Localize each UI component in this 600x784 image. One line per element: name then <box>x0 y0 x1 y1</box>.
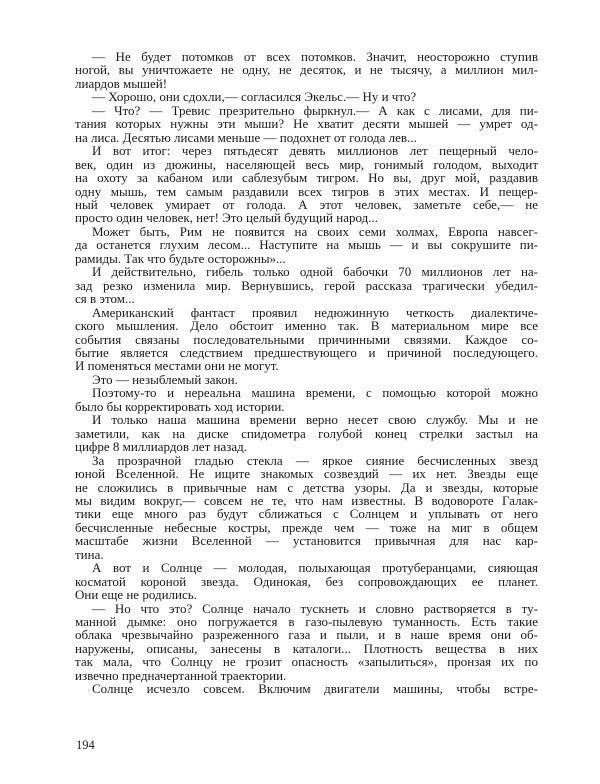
text-line: ся в этом... <box>75 291 135 307</box>
text-line: на лиса. Десятью лисами меньше — подохнет от голода лев... <box>75 129 417 145</box>
page-number: 194 <box>76 738 95 752</box>
paragraph <box>75 413 538 453</box>
text-line: цифре 8 миллиардов лет назад. <box>75 439 248 455</box>
text-line: рамиды. Так что будьте осторожны»... <box>75 250 286 266</box>
text-line: не сложились в привычные нам с детства узоры. Да и звезды, которые <box>75 479 538 495</box>
text-line: И поменяться местами они не могут. <box>75 358 279 374</box>
text-line: наружены, описаны, занесены в каталоги... Плотность вещества в них <box>75 640 538 656</box>
text-line: ногой, вы уничтожаете не одну, не десяток, и не тысячу, а миллион мил- <box>75 62 538 78</box>
paragraph <box>75 90 538 103</box>
text-line: косматой короной звезда. Одинокая, без сопровождающих ее планет. <box>75 573 538 589</box>
text-line: — Не будет потомков от всех потомков. Значит, неосторожно ступив <box>92 49 538 64</box>
text-line: извечно предначертанной траектории. <box>75 667 287 683</box>
text-line: А вот и Солнце — молодая, полыхающая протуберанцами, сияющая <box>92 560 538 576</box>
page-body <box>75 50 538 696</box>
paragraph <box>75 682 538 695</box>
text-line: За прозрачной гладью стекла — яркое сияние бесчисленных звезд <box>92 452 538 468</box>
text-line: зад резко изменила мир. Вернувшись, герой рассказа трагически убедил- <box>75 277 538 293</box>
text-line: тина. <box>75 546 104 562</box>
text-line: Солнце исчезло совсем. Включим двигатели машины, чтобы встре- <box>92 681 538 697</box>
text-line: — Но что это? Солнце начало тускнеть и словно растворяется в ту- <box>92 600 538 616</box>
paragraph <box>75 373 538 386</box>
text-line: бесчисленные небесные костры, прежде чем — тоже на миг в общем <box>75 519 538 535</box>
text-line: было бы корректировать ход истории. <box>75 398 285 414</box>
text-line: И только наша машина времени верно несет свою службу. Мы и не <box>92 412 538 428</box>
text-line: Они еще не родились. <box>75 587 197 603</box>
text-line: И действительно, гибель только одной бабочки 70 миллионов лет на- <box>92 264 538 280</box>
text-line: юной Вселенной. Не ищите знакомых созвездий — их нет. Звезды еще <box>75 466 538 482</box>
paragraph <box>75 104 538 144</box>
text-line: Американский фантаст проявил недюжинную четкость диалектиче- <box>92 304 538 320</box>
text-line: просто один человек, нет! Это целый будущий народ... <box>75 210 378 226</box>
text-line: заметили, как на диске спидометра голубой конец стрелки застыл на <box>75 425 538 441</box>
text-line: Может быть, Рим не появится на своих семи холмах, Европа навсег- <box>92 223 538 239</box>
paragraph <box>75 50 538 90</box>
text-line: Поэтому-то и нереальна машина времени, с помощью которой можно <box>92 385 538 401</box>
text-line: век, один из дюжины, населяющей весь мир, гонимый голодом, выходит <box>75 156 538 172</box>
text-line: тики еще много раз будут сближаться с Солнцем и уплывать от него <box>75 506 538 522</box>
text-line: одну мышь, тем самым раздавили всех тигров в этих местах. И пещер- <box>75 183 538 199</box>
paragraph <box>75 144 538 225</box>
text-line: на охоту за кабаном или саблезубым тигром. Но вы, друг мой, раздавив <box>75 170 538 186</box>
paragraph <box>75 561 538 601</box>
text-line: так мала, что Солнцу не грозит опасность «запылиться», пронзая их по <box>75 654 538 670</box>
paragraph <box>75 306 538 373</box>
paragraph <box>75 386 538 413</box>
text-line: мы видим вокруг,— совсем не те, что нам известны. В водовороте Галак- <box>75 492 538 508</box>
text-line: манной дымке: оно погружается в газо-пылевую туманность. Есть такие <box>75 614 538 630</box>
text-line: ского мышления. Дело обстоит именно так. В материальном мире все <box>75 318 538 334</box>
text-line: Это — незыблемый закон. <box>92 371 238 387</box>
paragraph <box>75 265 538 305</box>
paragraph <box>75 602 538 683</box>
paragraph <box>75 454 538 562</box>
text-line: бытие является следствием предшествующего и причиной последующего. <box>75 344 538 360</box>
text-line: ный человек умирает от голода. А этот человек, заметьте себе,— не <box>75 196 538 212</box>
paragraph <box>75 225 538 265</box>
text-line: — Хорошо, они сдохли,— согласился Экельс.— Ну и что? <box>92 89 417 105</box>
text-line: лиардов мышей! <box>75 75 168 91</box>
text-line: тания которых нужны эти мыши? Не хватит десяти мышей — умрет од- <box>75 116 538 132</box>
text-line: да останется глухим лесом... Наступите на мышь — и вы сокрушите пи- <box>75 237 538 253</box>
text-line: масштабе жизни Вселенной — установится привычная для нас кар- <box>75 533 538 549</box>
text-line: облака чрезвычайно разреженного газа и пыли, и в наше время они об- <box>75 627 538 643</box>
text-line: И вот итог: через пятьдесят девять миллионов лет пещерный чело- <box>92 143 538 159</box>
text-line: события связаны последовательными причинными связями. Каждое со- <box>75 331 538 347</box>
text-line: — Что? — Тревис презрительно фыркнул.— А как с лисами, для пи- <box>92 102 538 118</box>
